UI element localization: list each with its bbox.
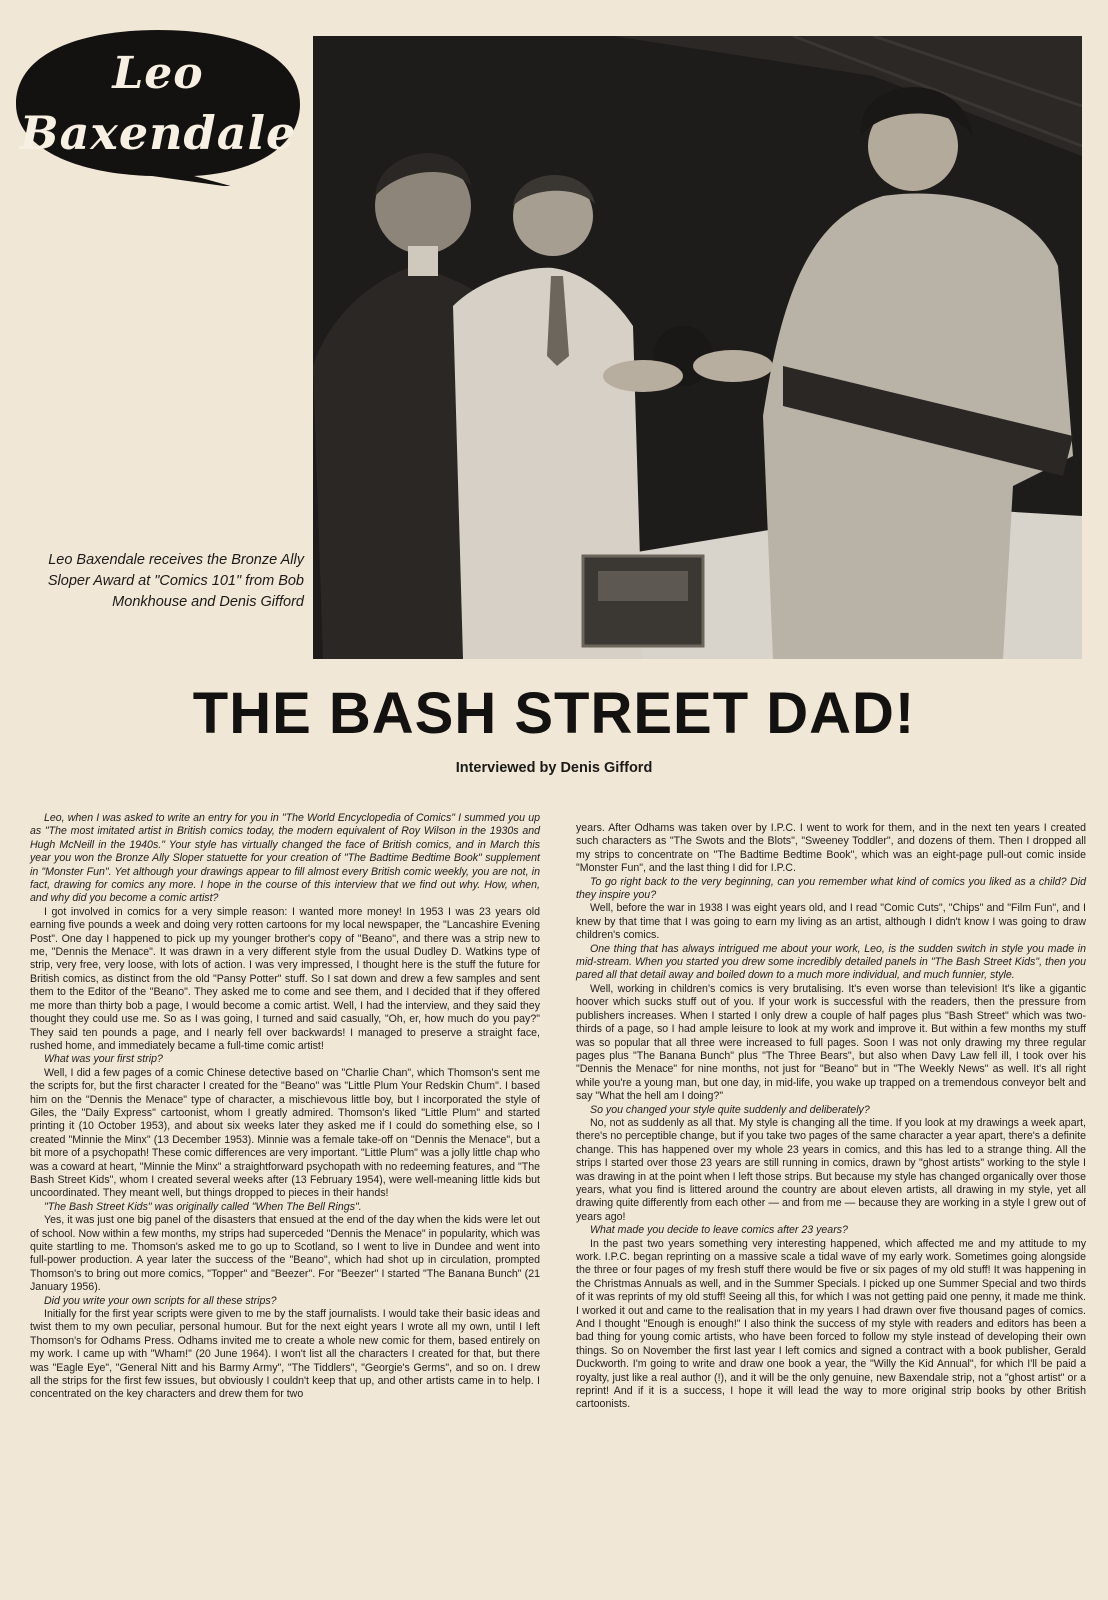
article-byline: Interviewed by Denis Gifford xyxy=(455,760,653,776)
interview-question: "The Bash Street Kids" was originally called "When The Bell Rings". xyxy=(44,1200,362,1213)
interview-question: To go right back to the very beginning, can you remember what kind of comics you liked as a child? Did they inspire you? xyxy=(576,875,1086,902)
article-headline: THE BASH STREET DAD! xyxy=(192,681,916,746)
interview-answer: years. After Odhams was taken over by I.P.C. I went to work for them, and in the next ten years I created such characters as "The Swots and the Blots", "Sweeney Toddler", and dozens of them. Then I dropped all my strips to concentrate on "The Badtime Bedtime Book", which was an eight-page pull-out comic inside "Monster Fun", and the last thing I did for I.P.C. xyxy=(576,822,1086,875)
interview-question: So you changed your style quite suddenly and deliberately? xyxy=(590,1103,870,1116)
title-last-name: Baxendale xyxy=(19,106,297,160)
interview-answer: Initially for the first year scripts were given to me by the staff journalists. I would take their basic ideas and twist them to my own peculiar, personal humour. But for the next eight years I wrote all my own, until I left Thomson's for Odhams Press. Odhams invited me to create a whole new comic for them, based entirely on my work. I came up with "Wham!" (20 June 1964). I won't list all the characters I created for that, but there was "Eagle Eye", "General Nitt and his Barmy Army", "The Tiddlers", "Georgie's Germs", and so on. I drew all the strips for the first few issues, but obviously I couldn't keep that up, and other artists came in to help. I concentrated on the key characters and drew them for two xyxy=(30,1308,540,1401)
award-photo-illustration xyxy=(313,36,1082,659)
interview-question: Did you write your own scripts for all these strips? xyxy=(44,1294,277,1307)
interview-question: Leo, when I was asked to write an entry for you in "The World Encyclopedia of Comics" I summed you up as "The most imitated artist in British comics today, the modern equivalent of Roy Wilson in the 1930s and Hugh McNeill in the 1940s." Your style has virtually changed the face of British comics, and in March this year you won the Bronze Ally Sloper statuette for your creation of "The Badtime Bedtime Book" supplement in "Monster Fun". Yet although your drawings appear to fill almost every British comic weekly, you are not, in fact, drawing for comics any more. I hope in the course of this interview that we find out why. How, when, and why did you become a comic artist? xyxy=(30,812,540,905)
interview-answer: No, not as suddenly as all that. My style is changing all the time. If you look at my drawings a week apart, there's no perceptible change, but if you take two pages of the same character a year apart, there's a definite change. This has happened over my whole 23 years in comics, and this has led to a strange thing. All the strips I started over those 23 years are still running in comics, drawn by "ghost artists" working to the style I was drawing in at the point when I left those strips. But because my style has changed organically over those years, what you find is littered around the country are about eleven artists, all drawing in my style, yet all drawing quite differently from each other — and from me — because they are working in a style I grew out of years ago! xyxy=(576,1116,1086,1223)
photo-caption: Leo Baxendale receives the Bronze Ally Sloper Award at "Comics 101" from Bob Monkhouse and Denis Gifford xyxy=(47,552,304,610)
interview-answer: Well, I did a few pages of a comic Chinese detective based on "Charlie Chan", which Thomson's sent me the scripts for, but the first character I created for the "Beano" was "Little Plum Your Redskin Chum". I based him on the "Dennis the Menace" type of character, a mischievous little boy, but I incorporated the style of Giles, the "Daily Express" cartoonist, whom I greatly admired. Thomson's liked "Little Plum" and started printing it (10 October 1953), and about six weeks later they asked me if I could do something else, so I created "Minnie the Minx" (13 December 1953). Minnie was a female take-off on "Dennis the Menace", but a bit more of a psychopath! These comic differences are very important. "Little Plum" was a jolly little chap who was a coward at heart, "Minnie the Minx" a straightforward psychopath with no redeeming features, and "The Bash Street Kids", whom I created several weeks after (13 February 1954), were well-meaning little kids but uncoordinated. They meant well, but things dropped to pieces in their hands! xyxy=(30,1066,540,1200)
title-first-name: Leo xyxy=(112,48,204,99)
article-right-column xyxy=(576,822,1086,1412)
award-photo xyxy=(313,36,1082,659)
interview-answer: Yes, it was just one big panel of the disasters that ensued at the end of the day when the kids were let out of school. Now within a few months, my strips had superceded "Dennis the Menace" in popularity, which was quite startling to me. Thomson's asked me to go up to Scotland, so I went to live in Dundee and went into full-power production. A year later the success of the "Beano", which had shot up in circulation, prompted Thomson's to bring out more comics, "Topper" and "Beezer". For "Beezer" I started "The Banana Bunch" (21 January 1956). xyxy=(30,1214,540,1294)
title-speech-bubble xyxy=(12,26,304,186)
article-left-column xyxy=(30,812,540,1402)
interview-answer: In the past two years something very interesting happened, which affected me and my attitude to my work. I.P.C. began reprinting on a massive scale a tidal wave of my early work. Sometimes going alongside the three or four pages of my fresh stuff there would be five or six pages of my old stuff! It was happening in the Christmas Annuals as well, and in the Summer Specials. I picked up one Summer Special and two thirds of it was reprints of my old stuff! Seeing all this, for which I was not getting paid one penny, it made me think. I worked it out and came to the realisation that in my years I had drawn over five thousand pages of comics. And I thought "Enough is enough!" I also think the success of my style with readers and editors has been a bad thing for young comic artists, who have been forced to follow my style instead of developing their own things. So on November the first last year I left comics and signed a contract with a book publisher, Gerald Duckworth. I'm going to write and draw one book a year, the "Willy the Kid Annual", for which I'll be paid a royalty, just like a real author (!), and it will be the only genuine, new Baxendale strip, not a "ghost artist" or a reprint! And if it is a success, I hope it will lead the way to more original strip books by other British cartoonists. xyxy=(576,1237,1086,1411)
interview-question: One thing that has always intrigued me about your work, Leo, is the sudden switch in style you made in mid-stream. When you started you drew some incredibly detailed panels in "The Bash Street Kids", then you pared all that detail away and boiled down to a much more individual, and much funnier, style. xyxy=(576,942,1086,982)
interview-answer: I got involved in comics for a very simple reason: I wanted more money! In 1953 I was 23 years old earning five pounds a week and doing very rotten cartoons for my local newspaper, the "Lancashire Evening Post". One day I happened to pick up my younger brother's copy of "Beano", and there was a strip new to me, "Dennis the Menace". It was drawn in a very different style from the usual Dudley D. Watkins type of strip, very free, very loose, with lots of action. I was very impressed, I thought here is the stuff the future for British comics, as distinct from the old "Pansy Potter" stuff. So I sat down and drew a few samples and sent them to the Editor of the "Beano". They asked me to come and see them, and I decided that if they offered me more than thirty bob a page, I would become a comic artist. Well, I had the interview, and they said they thought they could use me. So as I was going, I turned and said casually, "Oh, er, how much do you pay?" They said ten pounds a page, and I nearly fell over backwards! I managed to preserve a straight face, rushed home, and immediately became a full-time comic artist! xyxy=(30,905,540,1052)
interview-answer: Well, working in children's comics is very brutalising. It's even worse than television! It's like a gigantic hoover which sucks stuff out of you. If your work is successful with the readers, then the pressure from publishers increases. When I started I only drew a couple of half pages plus "Bash Street" which was two-thirds of a page, so I had ample leisure to look at my work and improve it. But within a few months my stuff was so popular that all three were increased to full pages. Soon I was not only drawing my three regular pages plus "The Banana Bunch" plus "The Three Bears", but also when Davy Law fell ill, I took over his "Dennis the Menace" for nine months, not just for "Beano" but in "The Weekly News" as well. It's all right while you're a young man, but one day, in mid-life, you wake up trapped on a tremendous conveyor belt and say "What the hell am I doing?" xyxy=(576,982,1086,1103)
interview-question: What was your first strip? xyxy=(44,1053,163,1066)
interview-question: What made you decide to leave comics after 23 years? xyxy=(590,1224,848,1237)
interview-answer: Well, before the war in 1938 I was eight years old, and I read "Comic Cuts", "Chips" and "Film Fun", and I knew by that time that I was going to earn my living as an artist, although I didn't know I was going to draw children's comics. xyxy=(576,902,1086,942)
